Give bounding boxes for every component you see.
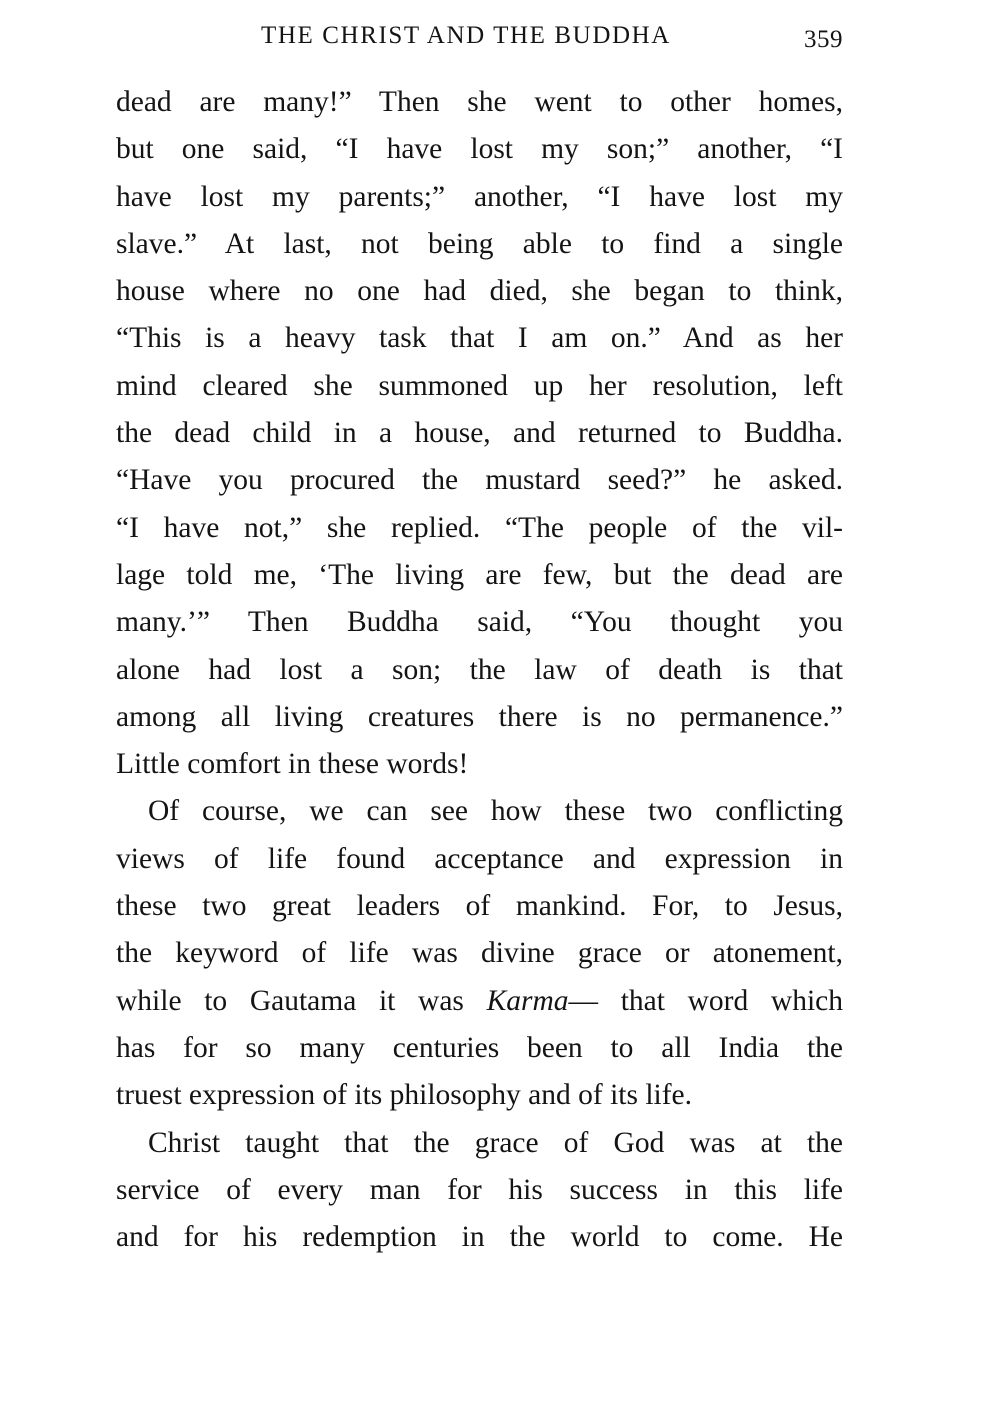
- text-line: “This is a heavy task that I am on.” And as her: [116, 322, 843, 355]
- text-line: but one said, “I have lost my son;” another, “I: [116, 133, 843, 166]
- text-line: has for so many centuries been to all India the: [116, 1031, 843, 1064]
- running-head: [116, 18, 843, 58]
- text-line: slave.” At last, not being able to find a single: [116, 227, 843, 260]
- text-line-with-italic: [116, 978, 843, 1025]
- running-title: THE CHRIST AND THE BUDDHA: [261, 22, 671, 49]
- text-segment: — that word which: [568, 984, 844, 1017]
- paragraph-3: [116, 1120, 843, 1262]
- text-line: Little comfort in these words!: [116, 748, 469, 781]
- text-line: these two great leaders of mankind. For, to Jesus,: [116, 890, 843, 923]
- text-line: truest expression of its philosophy and of its life.: [116, 1079, 692, 1112]
- text-line: Of course, we can see how these two conflicting: [148, 795, 843, 828]
- text-line: have lost my parents;” another, “I have lost my: [116, 180, 843, 213]
- text-line: alone had lost a son; the law of death is that: [116, 653, 843, 686]
- paragraph-1: [116, 79, 843, 788]
- text-line: “Have you procured the mustard seed?” he asked.: [116, 464, 843, 497]
- text-line: house where no one had died, she began to think,: [116, 275, 843, 308]
- text-line: service of every man for his success in this life: [116, 1173, 843, 1206]
- text-line: among all living creatures there is no permanence.”: [116, 700, 843, 733]
- text-line: dead are many!” Then she went to other homes,: [116, 86, 843, 118]
- text-line: lage told me, ‘The living are few, but the dead are: [116, 558, 843, 591]
- text-segment: while to Gautama it was: [116, 984, 464, 1017]
- text-line: mind cleared she summoned up her resolution, left: [116, 369, 843, 402]
- italic-term: Karma: [486, 984, 569, 1017]
- text-line: Christ taught that the grace of God was at the: [148, 1126, 843, 1159]
- text-line: and for his redemption in the world to come. He: [116, 1221, 843, 1254]
- text-line: many.’” Then Buddha said, “You thought you: [116, 606, 843, 639]
- text-line: views of life found acceptance and expression in: [116, 842, 843, 875]
- page-number: 359: [804, 26, 843, 53]
- text-line: the dead child in a house, and returned to Buddha.: [116, 417, 843, 450]
- body-text: [116, 79, 843, 1261]
- text-line: “I have not,” she replied. “The people of the vil-: [116, 511, 843, 544]
- paragraph-2: [116, 788, 843, 1119]
- text-line: the keyword of life was divine grace or atonement,: [116, 937, 843, 970]
